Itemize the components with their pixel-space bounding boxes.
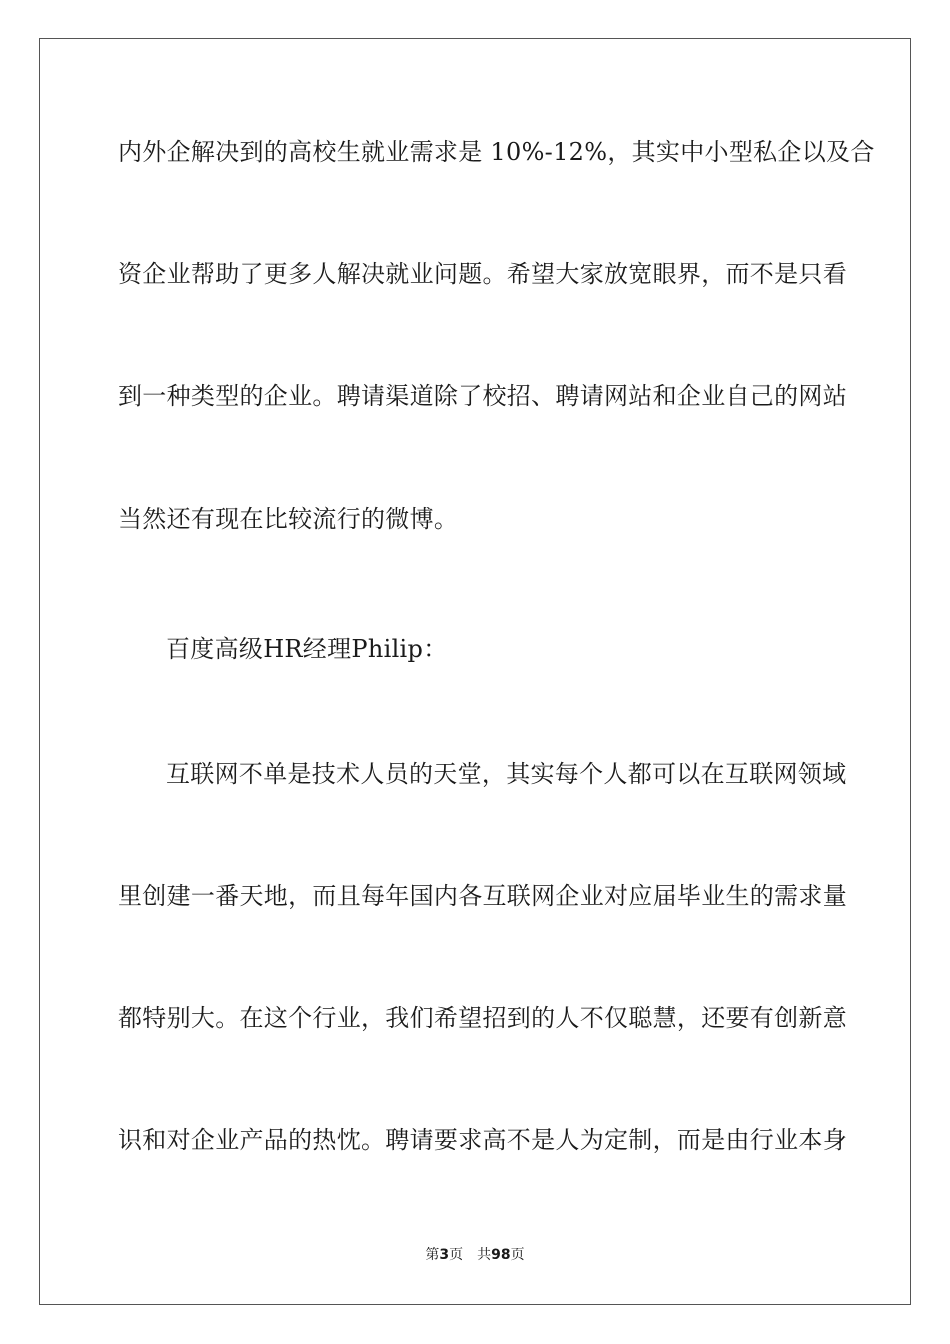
paragraph-line: 里创建一番天地，而且每年国内各互联网企业对应届毕业生的需求量 xyxy=(118,882,847,910)
paragraph-line: 资企业帮助了更多人解决就业问题。希望大家放宽眼界，而不是只看 xyxy=(118,260,847,288)
paragraph-line: 都特别大。在这个行业，我们希望招到的人不仅聪慧，还要有创新意 xyxy=(118,1004,847,1032)
total-label-suffix: 页 xyxy=(510,1247,525,1263)
total-label-prefix: 共 xyxy=(477,1247,492,1263)
paragraph-line: 当然还有现在比较流行的微博。 xyxy=(118,505,459,533)
paragraph-line: 互联网不单是技术人员的天堂，其实每个人都可以在互联网领域 xyxy=(166,760,847,788)
paragraph-line: 内外企解决到的高校生就业需求是 10%-12%，其实中小型私企以及合 xyxy=(118,138,875,166)
paragraph-line: 到一种类型的企业。聘请渠道除了校招、聘请网站和企业自己的网站 xyxy=(118,382,847,410)
page-number: 3 xyxy=(439,1247,450,1263)
paragraph-line: 识和对企业产品的热忱。聘请要求高不是人为定制，而是由行业本身 xyxy=(118,1126,847,1154)
page-label-prefix: 第 xyxy=(425,1247,440,1263)
page-label-suffix: 页 xyxy=(449,1247,464,1263)
page-border xyxy=(39,38,911,1305)
page-footer xyxy=(0,1245,950,1265)
section-heading: 百度高级HR经理Philip： xyxy=(166,635,448,663)
total-pages: 98 xyxy=(491,1247,511,1263)
